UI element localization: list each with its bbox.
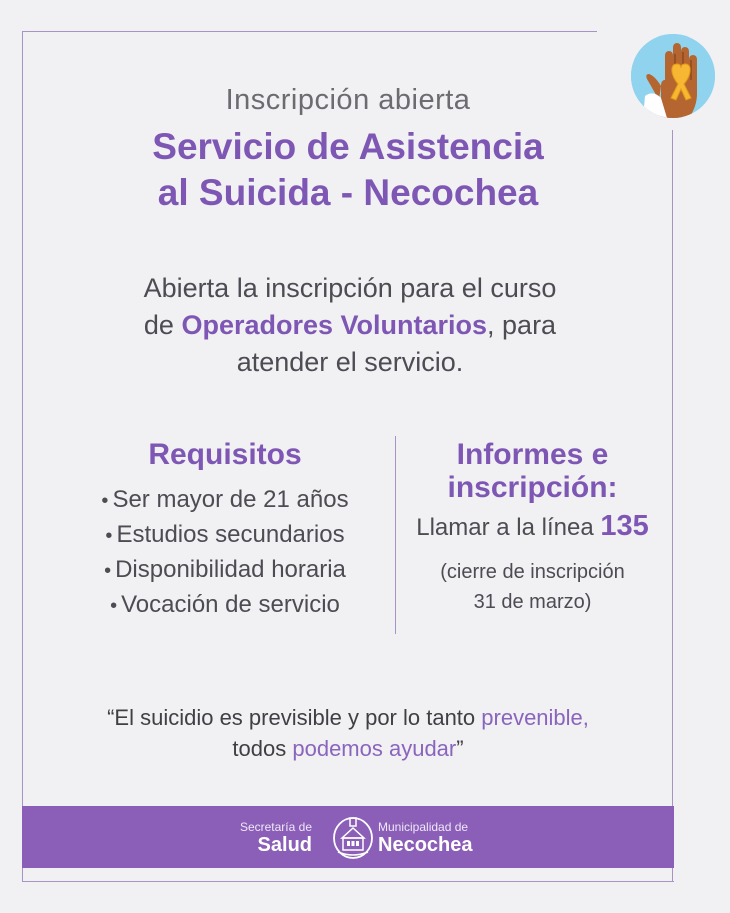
title-line-2: al Suicida - Necochea: [157, 172, 539, 213]
requirements-list: [70, 483, 380, 623]
info-section: [400, 438, 665, 617]
call-line: Llamar a la línea 135: [416, 510, 649, 542]
quote-line-2: todos podemos ayudar”: [232, 736, 464, 761]
frame-right-line: [672, 130, 673, 882]
frame-top-line: [22, 31, 597, 32]
list-item: • Estudios secundarios: [105, 521, 345, 548]
quote: [22, 702, 674, 764]
quote-line-1: “El suicidio es previsible y por lo tanto prevenible,: [107, 705, 589, 730]
footer-municipalidad: Municipalidad de Necochea: [378, 820, 473, 856]
footer-bar: [22, 806, 674, 868]
subtitle: Inscripción abierta: [225, 84, 471, 116]
bullet-icon: •: [104, 560, 112, 582]
list-item: • Vocación de servicio: [110, 591, 340, 618]
requirements-title: Requisitos: [148, 438, 302, 471]
bullet-icon: •: [110, 595, 118, 617]
info-title: Informes e inscripción:: [447, 438, 618, 504]
footer-secretaria: Secretaría de Salud: [239, 820, 312, 856]
phone-number[interactable]: 135: [600, 510, 649, 542]
requirements-section: [70, 438, 380, 623]
intro-suffix: , para: [487, 310, 557, 340]
intro-highlight: Operadores Voluntarios: [181, 310, 488, 340]
column-divider: [395, 436, 396, 634]
bullet-icon: •: [101, 490, 109, 512]
intro-line-1: Abierta la inscripción para el curso: [143, 273, 557, 303]
page-title: [22, 124, 674, 216]
list-item: • Ser mayor de 21 años: [101, 486, 349, 513]
intro-text: [60, 270, 640, 381]
intro-line-2: [60, 307, 640, 344]
deadline-note: (cierre de inscripción 31 de marzo): [440, 561, 625, 613]
intro-prefix: de: [143, 310, 182, 340]
intro-line-3: atender el servicio.: [236, 347, 464, 377]
title-line-1: Servicio de Asistencia: [152, 126, 544, 167]
list-item: • Disponibilidad horaria: [104, 556, 346, 583]
city-hall-emblem-icon: [332, 814, 374, 860]
bullet-icon: •: [105, 525, 113, 547]
